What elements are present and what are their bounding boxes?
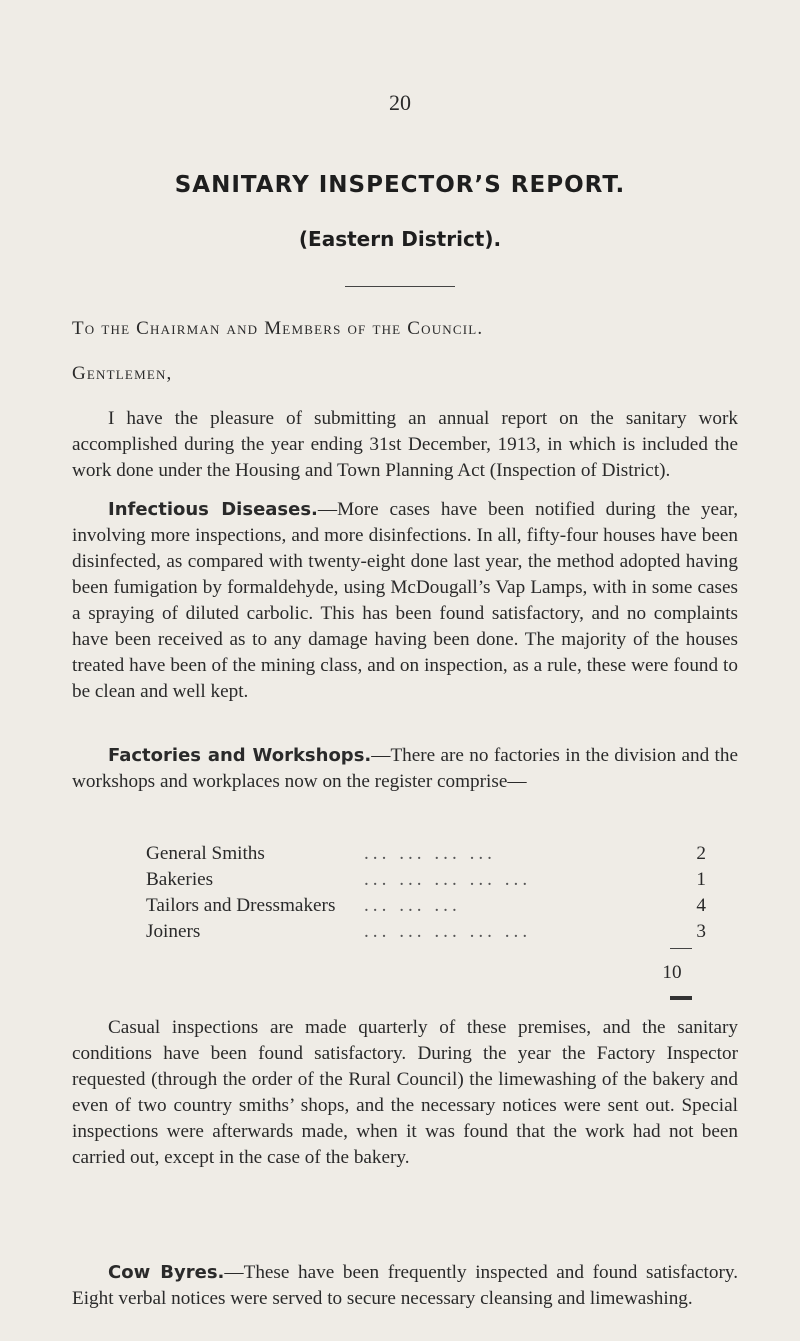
intro-paragraph: I have the pleasure of submitting an annual report on the sanitary work accomplished during the year ending 31st December, 1913, in which is included the work done under the Housing and Town Planning Act (Inspection of District). [72,408,738,481]
workshop-register [146,841,706,945]
page-number: 20 [389,90,411,115]
register-label: Joiners [146,921,201,942]
title-divider [345,286,455,287]
factories-paragraph [72,743,738,795]
register-leader-dots: ... ... ... ... ... [364,921,532,942]
register-total: 10 [662,962,682,983]
casual-inspections-paragraph: Casual inspections are made quarterly of these premises, and the sanitary conditions have been found satisfactory. During the year the Factory Inspector requested (through the order of the Rural Council) the limewashing of the bakery and even of two country smiths’ shops, and the necessary notices were sent out. Special inspections were afterwards made, when it was found that the work had not been carried out, except in the case of the bakery. [72,1017,738,1168]
register-row [146,867,706,893]
register-row [146,919,706,945]
register-leader-dots: ... ... ... ... [364,843,496,864]
cow-byres-paragraph [72,1260,738,1312]
infectious-diseases-paragraph [72,497,738,705]
address-line: To the Chairman and Members of the Council. [72,318,484,339]
factories-text: —There are no factories in the division and the workshops and workplaces now on the register comprise— [72,745,738,792]
register-label: General Smiths [146,843,265,864]
register-row [146,893,706,919]
total-underline [670,996,692,1000]
register-leader-dots: ... ... ... [364,895,461,916]
infectious-diseases-text: —More cases have been notified during the year, involving more inspections, and more disinfections. In all, fifty-four houses have been disinfected, as compared with twenty-eight done last year, the method adopted having been fumigation by formaldehyde, using McDougall’s Vap Lamps, with in some cases a spraying of diluted carbolic. This has been found satisfactory, and no complaints have been received as to any damage having been done. The majority of the houses treated have been of the mining class, and on inspection, as a rule, these were found to be clean and well kept. [72,499,739,702]
cow-byres-text: —These have been frequently inspected and found satisfactory. Eight verbal notices were served to secure necessary cleansing and limewashing. [72,1262,739,1309]
salutation: Gentlemen, [72,363,173,384]
register-row [146,841,706,867]
register-count: 4 [696,895,706,916]
register-count: 2 [696,843,706,864]
register-count: 1 [696,869,706,890]
infectious-diseases-heading: Infectious Diseases. [108,499,318,520]
cow-byres-heading: Cow Byres. [108,1262,225,1283]
total-rule [670,948,692,949]
register-label: Bakeries [146,869,214,890]
report-title: SANITARY INSPECTOR’S REPORT. [174,172,626,198]
register-label: Tailors and Dressmakers [146,895,336,916]
factories-heading: Factories and Workshops. [108,745,372,766]
register-count: 3 [696,921,706,942]
report-subtitle: (Eastern District). [298,227,502,251]
register-leader-dots: ... ... ... ... ... [364,869,532,890]
